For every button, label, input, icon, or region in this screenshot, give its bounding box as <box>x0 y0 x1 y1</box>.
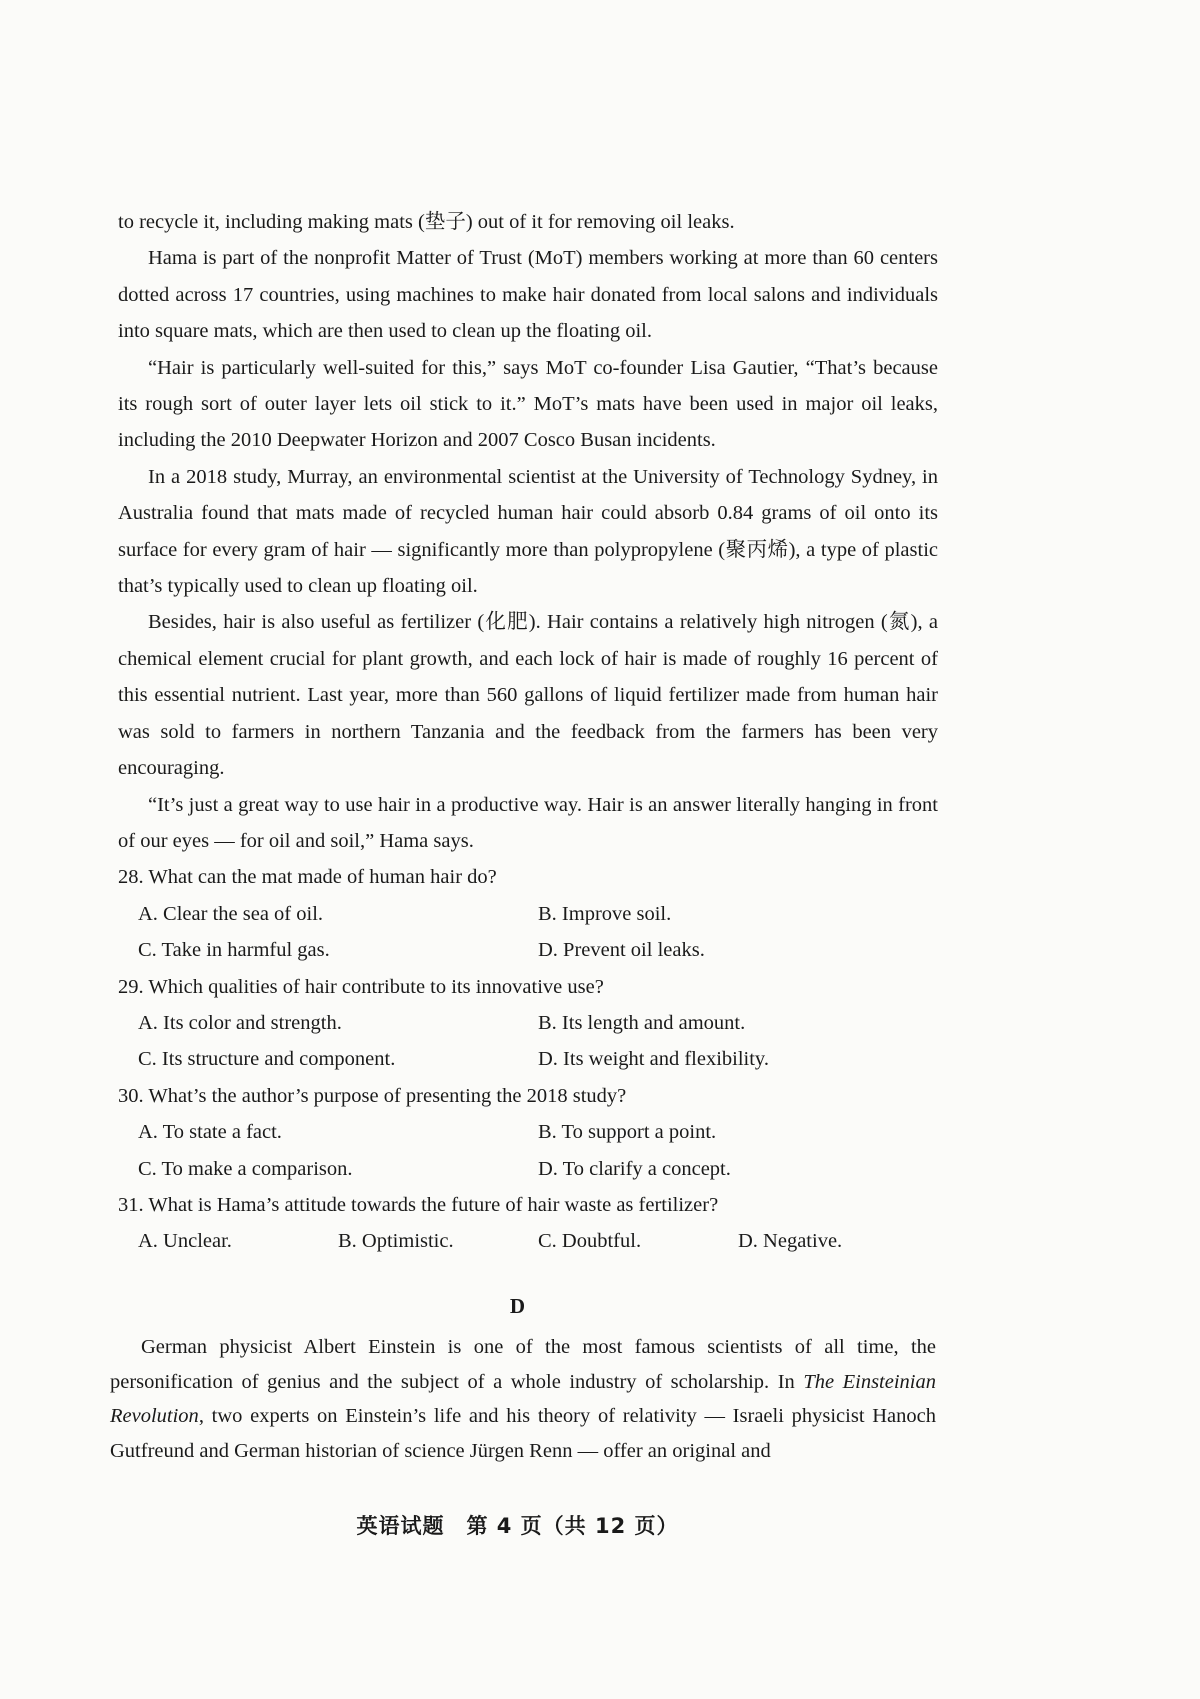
question-29 <box>118 969 938 1078</box>
option-a: A. Its color and strength. <box>138 1011 342 1034</box>
option-d: D. To clarify a concept. <box>538 1157 731 1180</box>
option-c: C. Take in harmful gas. <box>138 939 330 962</box>
option-a: A. Unclear. <box>138 1230 232 1253</box>
option-b: B. Its length and amount. <box>538 1011 746 1034</box>
options-row <box>118 896 938 932</box>
paragraph: to recycle it, including making mats (垫子) out of it for removing oil leaks. <box>118 211 735 233</box>
options-row <box>118 1151 938 1187</box>
option-b: B. Improve soil. <box>538 902 672 925</box>
book-title: The Einsteinian Revolution <box>110 1370 936 1427</box>
question-31 <box>118 1187 938 1260</box>
option-c: C. Doubtful. <box>538 1230 642 1253</box>
option-c: C. Its structure and component. <box>138 1048 396 1071</box>
page-footer: 英语试题 第 4 页（共 12 页） <box>356 1514 679 1538</box>
option-d: D. Its weight and flexibility. <box>538 1048 769 1071</box>
option-d: D. Prevent oil leaks. <box>538 939 705 962</box>
question-stem: 30. What’s the author’s purpose of presenting the 2018 study? <box>118 1084 627 1107</box>
option-b: B. Optimistic. <box>338 1230 454 1253</box>
section-title: D <box>509 1294 526 1318</box>
options-row <box>118 932 938 968</box>
option-d: D. Negative. <box>738 1230 843 1253</box>
question-stem: 31. What is Hama’s attitude towards the future of hair waste as fertilizer? <box>118 1193 719 1216</box>
question-28 <box>118 859 938 968</box>
paragraph: “Hair is particularly well-suited for this,” says MoT co-founder Lisa Gautier, “That’s because its rough sort of outer layer lets oil stick to it.” MoT’s mats have been used in major oil leaks, including the 2010 Deepwater Horizon and 2007 Cosco Busan incidents. <box>118 356 938 452</box>
paragraph-text: German physicist Albert Einstein is one of the most famous scientists of all time, the personification of genius and the subject of a whole industry of scholarship. In <box>110 1336 936 1393</box>
question-stem: 28. What can the mat made of human hair do? <box>118 866 497 889</box>
option-a: A. To state a fact. <box>138 1121 282 1144</box>
section-c-continued <box>118 204 938 1260</box>
options-row <box>118 1114 938 1150</box>
question-30 <box>118 1078 938 1187</box>
paragraph <box>110 1330 936 1468</box>
paragraph: Hama is part of the nonprofit Matter of Trust (MoT) members working at more than 60 centers dotted across 17 countries, using machines to make hair donated from local salons and individuals into square mats, which are then used to clean up the floating oil. <box>118 247 938 343</box>
options-row <box>118 1005 938 1041</box>
option-a: A. Clear the sea of oil. <box>138 902 324 925</box>
options-row <box>118 1041 938 1077</box>
paragraph: In a 2018 study, Murray, an environmental scientist at the University of Technology Sydney, in Australia found that mats made of recycled human hair could absorb 0.84 grams of oil onto its surface for every gram of hair — significantly more than polypropylene (聚丙烯), a type of plastic that’s typically used to clean up floating oil. <box>118 465 938 598</box>
paragraph: “It’s just a great way to use hair in a productive way. Hair is an answer literally hanging in front of our eyes — for oil and soil,” Hama says. <box>118 793 938 852</box>
paragraph-text: , two experts on Einstein’s life and his theory of relativity — Israeli physicist Hanoch Gutfreund and German historian of science Jürgen Renn — offer an original and <box>110 1405 936 1462</box>
question-stem: 29. Which qualities of hair contribute to its innovative use? <box>118 975 604 998</box>
options-row <box>118 1223 938 1259</box>
paragraph: Besides, hair is also useful as fertilizer (化肥). Hair contains a relatively high nitrogen (氮), a chemical element crucial for plant growth, and each lock of hair is made of roughly 16 percent of this essential nutrient. Last year, more than 560 gallons of liquid fertilizer made from human hair was sold to farmers in northern Tanzania and the feedback from the farmers has been very encouraging. <box>118 611 938 780</box>
section-d <box>110 1330 936 1468</box>
option-b: B. To support a point. <box>538 1121 717 1144</box>
option-c: C. To make a comparison. <box>138 1157 353 1180</box>
